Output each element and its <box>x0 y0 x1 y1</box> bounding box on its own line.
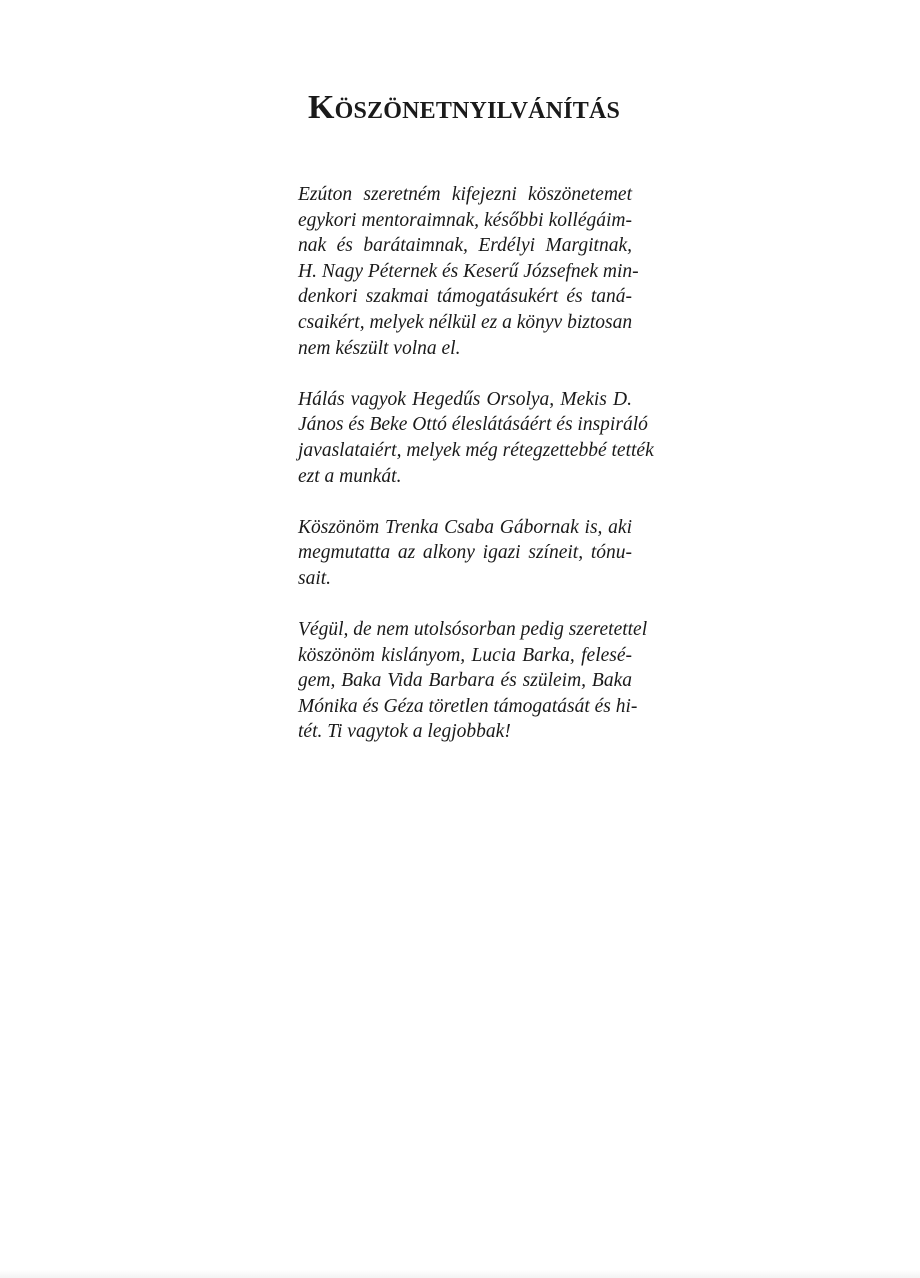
text-line: H. Nagy Péternek és Keserű Józsefnek min- <box>298 260 639 282</box>
acknowledgements-body <box>298 182 654 771</box>
text-line: nak és barátaimnak, Erdélyi Margitnak, <box>298 235 632 257</box>
text-line: Hálás vagyok Hegedűs Orsolya, Mekis D. <box>298 388 632 410</box>
text-line: ezt a munkát. <box>298 465 402 487</box>
paragraph-1 <box>298 182 639 361</box>
text-line: denkori szakmai támogatásukért és taná- <box>298 286 632 308</box>
text-line: Köszönöm Trenka Csaba Gábornak is, aki <box>298 516 632 538</box>
page-title: Köszönetnyilvánítás <box>307 89 621 126</box>
text-line: egykori mentoraimnak, későbbi kollégáim- <box>298 209 632 231</box>
text-line: megmutatta az alkony igazi színeit, tónu- <box>298 542 632 564</box>
text-line: Mónika és Géza töretlen támogatását és hi- <box>298 695 638 717</box>
text-line: csaikért, melyek nélkül ez a könyv biztosan <box>298 311 633 333</box>
page-bottom-edge <box>0 1270 920 1278</box>
text-line: Végül, de nem utolsósorban pedig szeretettel <box>298 619 648 641</box>
text-line: János és Beke Ottó éleslátásáért és inspiráló <box>298 414 648 436</box>
text-line: gem, Baka Vida Barbara és szüleim, Baka <box>298 670 632 692</box>
text-line: javaslataiért, melyek még rétegzettebbé tették <box>298 439 654 461</box>
text-line: nem készült volna el. <box>298 337 461 359</box>
text-line: sait. <box>298 567 332 589</box>
paragraph-3 <box>298 515 632 592</box>
text-line: köszönöm kislányom, Lucia Barka, felesé- <box>298 644 632 666</box>
paragraph-4 <box>298 617 648 745</box>
text-line: tét. Ti vagytok a legjobbak! <box>298 721 511 743</box>
text-line: Ezúton szeretném kifejezni köszönetemet <box>298 184 632 205</box>
paragraph-2 <box>298 387 654 489</box>
